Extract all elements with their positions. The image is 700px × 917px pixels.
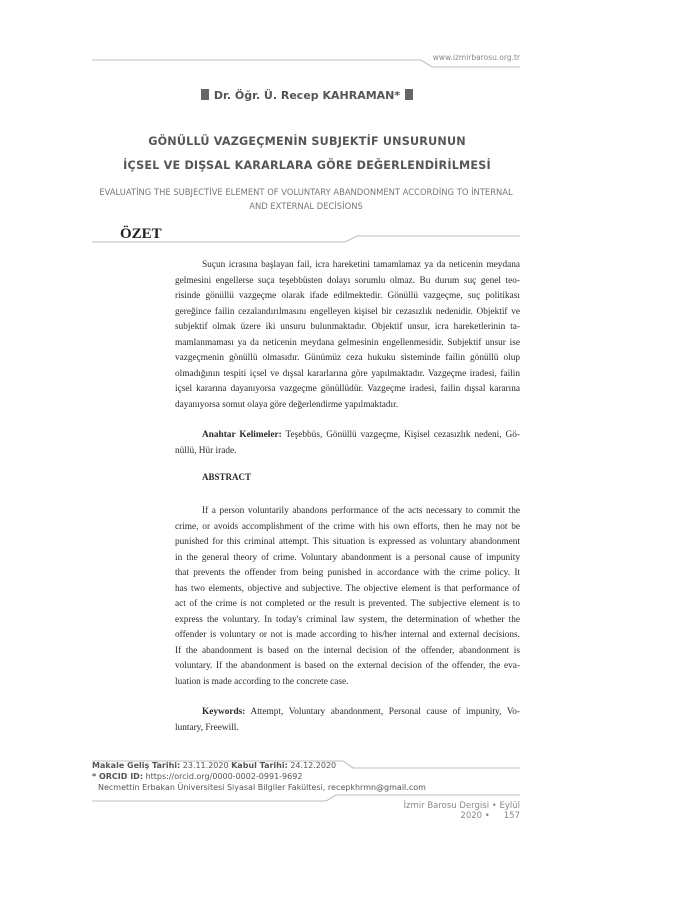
text-line: olmadığının tespiti içsel ve dışsal kararlarına göre yapılmaktadır. Vazgeçme iradesi, failin	[175, 368, 520, 379]
text-line: punished for this criminal attempt. This situation is expressed as voluntary abandonment	[175, 537, 520, 547]
square-marker-icon	[405, 89, 413, 100]
accepted-label: Kabul Tarihi:	[231, 761, 288, 770]
title-line-2: İÇSEL VE DIŞSAL KARARLARA GÖRE DEĞERLENDİRİLMESİ	[123, 159, 491, 172]
affiliation: Necmettin Erbakan Üniversitesi Siyasal Bilgiler Fakültesi, recepkhrmn@gmail.com	[98, 783, 426, 792]
received-date: 23.11.2020	[180, 761, 232, 770]
accepted-date: 24.12.2020	[287, 761, 337, 770]
submission-dates	[92, 761, 336, 770]
keywords-line: luntary, Freewill.	[175, 722, 239, 733]
text-line: Suçun icrasına başlayan fail, icra hareketini tamamlamaz ya da neticenin meydana	[202, 260, 520, 270]
keywords-label: Anahtar Kelimeler:	[202, 430, 282, 440]
square-marker-icon	[201, 89, 209, 100]
keywords-text: Teşebbüs, Gönüllü vazgeçme, Kişisel cezasızlık nedeni, Gö-	[281, 430, 520, 440]
orcid	[92, 772, 302, 781]
author-text: Dr. Öğr. Ü. Recep KAHRAMAN*	[213, 89, 401, 102]
subtitle-line-2: AND EXTERNAL DECİSİONS	[249, 201, 363, 211]
text-line: offender is voluntary or not is made according to his/her internal and external decisions.	[175, 630, 520, 640]
ozet-keywords	[175, 428, 520, 459]
text-line: in the general theory of crime. Voluntary abandonment is a personal cause of impunity	[175, 552, 520, 563]
journal-url: www.izmirbarosu.org.tr	[432, 53, 520, 62]
keywords-text: Attempt, Voluntary abandonment, Personal cause of impunity, Vo-	[245, 707, 520, 717]
orcid-link[interactable]: https://orcid.org/0000-0002-0991-9692	[143, 772, 303, 781]
text-line: has two elements, objective and subjective. The objective element is that performance of	[175, 583, 520, 594]
abstract-heading: ABSTRACT	[202, 472, 252, 482]
ozet-paragraph	[175, 258, 520, 413]
author-name	[100, 89, 514, 102]
journal-name: İzmir Barosu Dergisi • Eylül 2020 •	[403, 801, 520, 821]
keywords-label: Keywords:	[202, 707, 246, 717]
text-line: vazgeçmenin gönüllü olmasıdır. Günümüz ceza hukuku sisteminde failin gönüllü olup	[175, 353, 520, 363]
abstract-keywords	[175, 705, 520, 736]
text-line: içsel kararına dayanıyorsa vazgeçme gönüllüdür. Vazgeçme iradesi, failin dışsal kararına	[175, 384, 520, 394]
text-line: express the voluntary. In today's criminal law system, the determination of whether the	[175, 614, 520, 625]
abstract-paragraph	[175, 504, 520, 690]
text-line: mamlanmaması ya da neticenin meydana gelmesinin engellenmesidir. Subjektif unsur ise	[175, 337, 520, 348]
text-line: If a person voluntarily abandons performance of the acts necessary to commit the	[202, 506, 520, 516]
page-number: 157	[503, 811, 520, 821]
keywords-line	[175, 428, 520, 444]
title-line-1: GÖNÜLLÜ VAZGEÇMENİN SUBJEKTİF UNSURUNUN	[148, 135, 466, 148]
text-line: gelmesini engellerse suça teşebbüsten dolayı sorumlu olmaz. Bu durum suç genel teo-	[175, 275, 520, 286]
text-line: If the abandonment is based on the internal decision of the offender, abandonment is	[175, 645, 520, 656]
ozet-heading: ÖZET	[120, 226, 162, 242]
text-line: gereğince failin cezalandırılmasını engelleyen kişisel bir cezasızlık nedenidir. Objektif ve	[175, 306, 520, 317]
text-line: that prevents the offender from being punished in accordance with the crime policy. It	[175, 568, 520, 578]
orcid-label: * ORCID ID:	[92, 772, 144, 781]
journal-footer	[380, 801, 520, 821]
text-line: crime, or avoids accomplishment of the crime with his own efforts, then he may not be	[175, 521, 520, 532]
text-line: voluntary. If the abandonment is based on the external decision of the offender, the eva-	[175, 661, 520, 671]
keywords-line	[175, 705, 520, 721]
subtitle-line-1: EVALUATİNG THE SUBJECTİVE ELEMENT OF VOLUNTARY ABANDONMENT ACCORDİNG TO İNTERNAL	[99, 187, 513, 197]
text-line: risinde gönüllü vazgeçme olarak ifade edilmektedir. Gönüllü vazgeçme, suç politikası	[175, 291, 520, 301]
text-line: luation is made according to the concrete case.	[175, 676, 349, 687]
text-line: dayanıyorsa somut olaya göre değerlendirme yapılmaktadır.	[175, 399, 399, 410]
text-line: subjektif olmak üzere iki unsuru bulunmaktadır. Objektif unsur, icra hareketlerinin ta-	[175, 322, 520, 332]
received-label: Makale Geliş Tarihi:	[92, 761, 181, 770]
keywords-line: nüllü, Hür irade.	[175, 445, 237, 456]
text-line: act of the crime is not completed or the result is prevented. The subjective element is to	[175, 599, 520, 609]
